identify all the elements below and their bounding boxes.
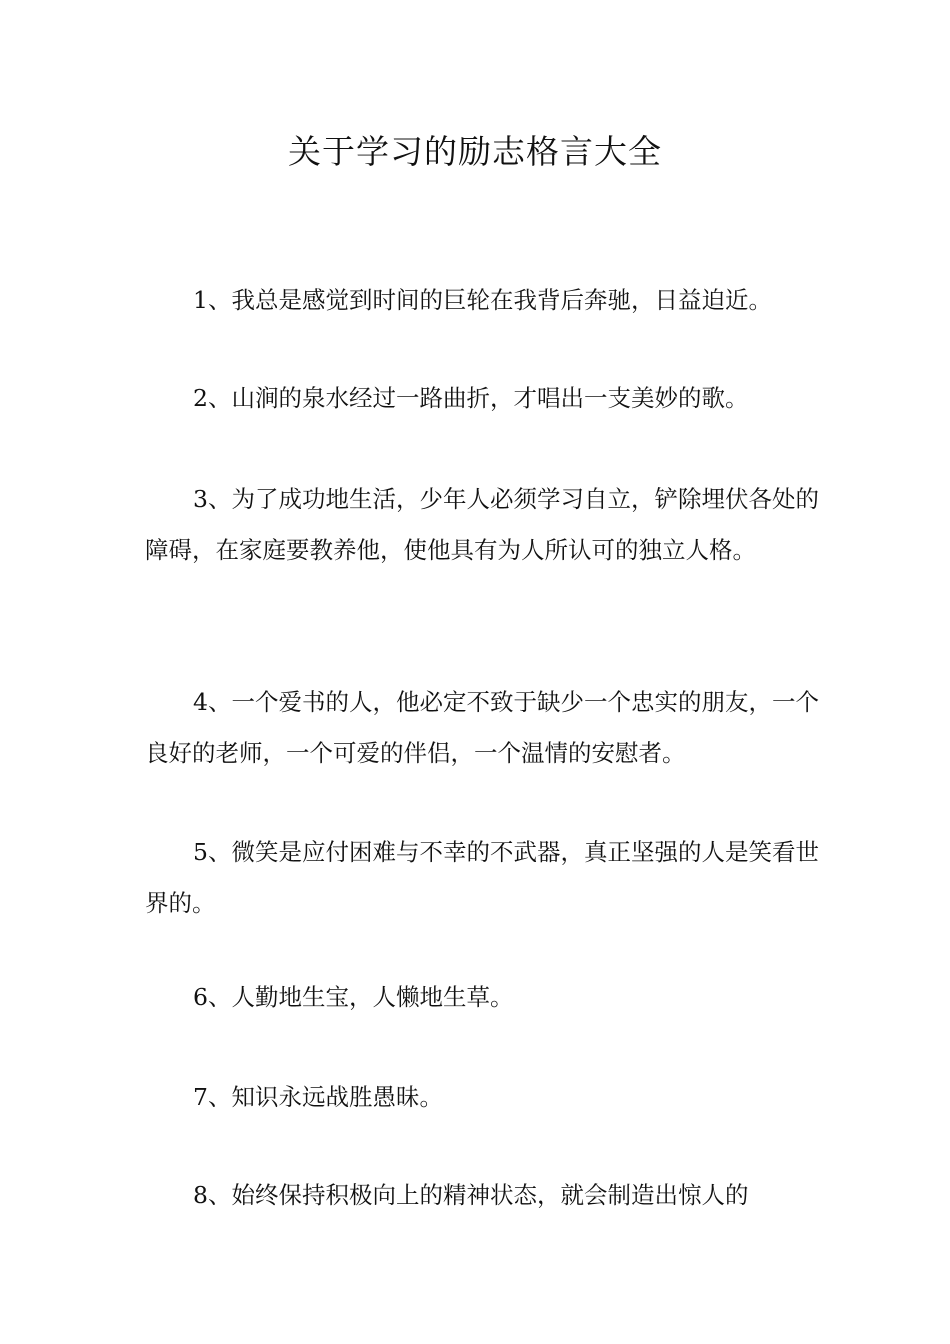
document-title: 关于学习的励志格言大全: [288, 132, 662, 171]
paragraph-2: 2、山涧的泉水经过一路曲折，才唱出一支美妙的歌。: [193, 384, 749, 412]
paragraph-5: 5、微笑是应付困难与不幸的不武器，真正坚强的人是笑看世界的。: [145, 838, 819, 917]
paragraph-1: 1、我总是感觉到时间的巨轮在我背后奔驰，日益迫近。: [193, 286, 772, 314]
paragraph-7: 7、知识永远战胜愚昧。: [193, 1083, 443, 1111]
paragraph-3: 3、为了成功地生活，少年人必须学习自立，铲除埋伏各处的障碍，在家庭要教养他，使他具有为人所认可的独立人格。: [145, 485, 819, 564]
paragraph-6: 6、人勤地生宝，人懒地生草。: [193, 983, 514, 1011]
paragraph-4: 4、一个爱书的人，他必定不致于缺少一个忠实的朋友，一个良好的老师，一个可爱的伴侣，一个温情的安慰者。: [145, 688, 819, 767]
paragraph-8: 8、始终保持积极向上的精神状态，就会制造出惊人的: [193, 1181, 749, 1209]
